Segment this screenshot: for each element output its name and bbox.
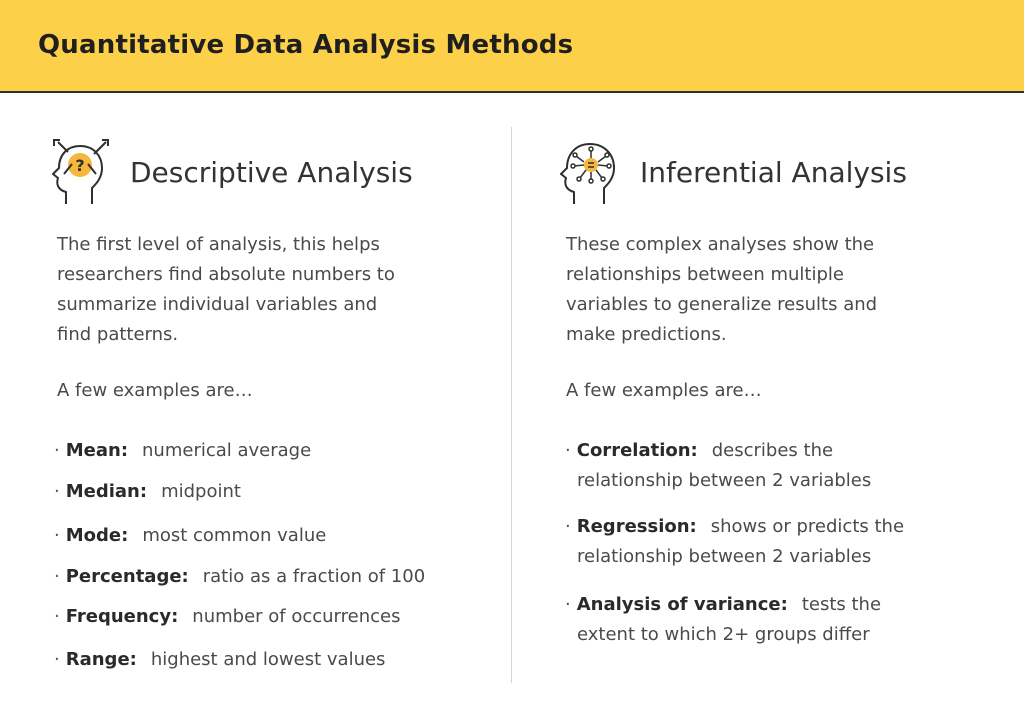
descriptive-analysis-title: Descriptive Analysis bbox=[130, 156, 413, 189]
item-term: Correlation: bbox=[576, 440, 698, 461]
item-term: Analysis of variance: bbox=[576, 594, 788, 615]
column-divider bbox=[511, 127, 512, 683]
list-item: · Median: midpoint bbox=[54, 481, 241, 502]
list-item: · Frequency: number of occurrences bbox=[54, 606, 401, 627]
item-description: midpoint bbox=[161, 481, 241, 502]
examples-label: A few examples are… bbox=[57, 380, 253, 401]
list-item: · Mode: most common value bbox=[54, 525, 327, 546]
intro-line: researchers find absolute numbers to bbox=[57, 264, 395, 285]
list-item: · Mean: numerical average bbox=[54, 440, 312, 461]
list-item: · Analysis of variance: tests the extent to which 2+ groups differ bbox=[565, 590, 881, 650]
item-description-continued: relationship between 2 variables bbox=[577, 546, 872, 567]
descriptive-analysis-column bbox=[50, 138, 490, 670]
item-term: Range: bbox=[65, 649, 137, 670]
item-term: Median: bbox=[65, 481, 148, 502]
item-description: ratio as a fraction of 100 bbox=[202, 566, 426, 587]
inferential-analysis-header bbox=[560, 138, 980, 208]
inferential-analysis-title: Inferential Analysis bbox=[640, 156, 907, 189]
examples-label: A few examples are… bbox=[566, 380, 762, 401]
svg-text:?: ? bbox=[75, 156, 85, 175]
item-description-continued: extent to which 2+ groups differ bbox=[577, 624, 870, 645]
inferential-analysis-column bbox=[560, 138, 980, 645]
item-term: Percentage: bbox=[65, 566, 189, 587]
item-description: describes the bbox=[711, 440, 834, 461]
item-term: Regression: bbox=[576, 516, 697, 537]
item-term: Mean: bbox=[65, 440, 129, 461]
header-bar bbox=[0, 0, 1024, 93]
list-item: · Range: highest and lowest values bbox=[54, 649, 386, 670]
head-with-circuit-brain-icon bbox=[560, 138, 622, 206]
item-description: most common value bbox=[142, 525, 327, 546]
intro-line: summarize individual variables and bbox=[57, 294, 378, 315]
intro-line: relationships between multiple bbox=[566, 264, 844, 285]
list-item: · Regression: shows or predicts the relationship between 2 variables bbox=[565, 512, 904, 572]
intro-line: The first level of analysis, this helps bbox=[57, 234, 380, 255]
intro-line: These complex analyses show the bbox=[566, 234, 875, 255]
item-term: Mode: bbox=[65, 525, 129, 546]
list-item: · Percentage: ratio as a fraction of 100 bbox=[54, 566, 426, 587]
head-with-question-mark-icon bbox=[50, 138, 112, 206]
item-description: shows or predicts the bbox=[710, 516, 905, 537]
descriptive-intro bbox=[57, 230, 395, 350]
item-description: number of occurrences bbox=[192, 606, 401, 627]
page-title: Quantitative Data Analysis Methods bbox=[38, 30, 574, 60]
list-item: · Correlation: describes the relationship between 2 variables bbox=[565, 436, 871, 496]
item-description: tests the bbox=[801, 594, 882, 615]
item-description: numerical average bbox=[142, 440, 312, 461]
intro-line: find patterns. bbox=[57, 324, 179, 345]
intro-line: make predictions. bbox=[566, 324, 727, 345]
descriptive-analysis-header bbox=[50, 138, 490, 208]
item-description: highest and lowest values bbox=[150, 649, 386, 670]
item-term: Frequency: bbox=[65, 606, 179, 627]
item-description-continued: relationship between 2 variables bbox=[577, 470, 872, 491]
inferential-intro bbox=[566, 230, 877, 350]
intro-line: variables to generalize results and bbox=[566, 294, 878, 315]
